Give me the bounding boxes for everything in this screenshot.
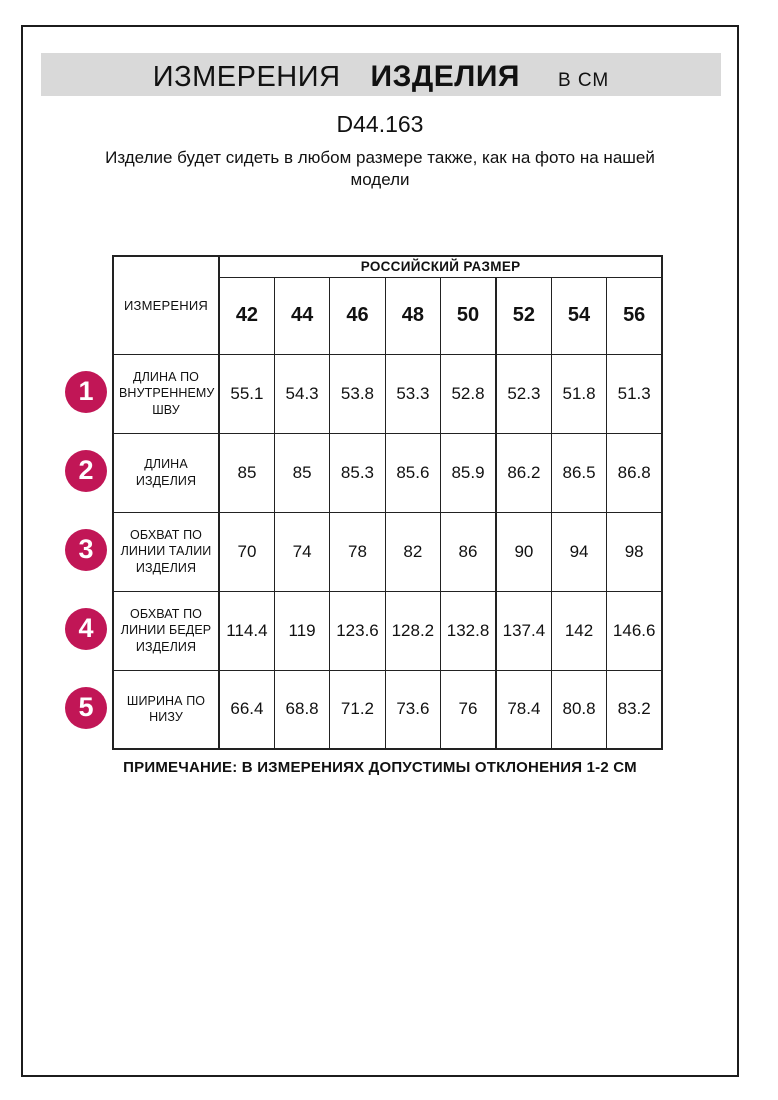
page-title-word1: ИЗМЕРЕНИЯ [152, 61, 341, 93]
page-title-unit: В СМ [557, 70, 610, 91]
measure-value: 51.8 [551, 354, 606, 433]
table-row [113, 433, 662, 512]
measure-value: 98 [607, 512, 662, 591]
size-col-header: 48 [385, 277, 440, 354]
measure-value: 86.5 [551, 433, 606, 512]
page-title-word2: ИЗДЕЛИЯ [370, 60, 520, 93]
measure-label: ДЛИНА ПО ВНУТРЕННЕМУ ШВУ [113, 354, 219, 433]
measure-value: 55.1 [219, 354, 274, 433]
measure-value: 83.2 [607, 670, 662, 749]
measure-value: 52.8 [441, 354, 496, 433]
table-row [113, 512, 662, 591]
row-number-badge: 3 [65, 529, 107, 571]
measure-value: 52.3 [496, 354, 551, 433]
title-bar [41, 53, 721, 96]
measure-value: 85.9 [441, 433, 496, 512]
row-number-badge: 5 [65, 687, 107, 729]
measure-value: 142 [551, 591, 606, 670]
measure-value: 53.3 [385, 354, 440, 433]
measure-value: 146.6 [607, 591, 662, 670]
measure-value: 90 [496, 512, 551, 591]
measure-value: 66.4 [219, 670, 274, 749]
size-col-header: 52 [496, 277, 551, 354]
measure-value: 78.4 [496, 670, 551, 749]
row-number-badge: 1 [65, 371, 107, 413]
size-group-header: РОССИЙСКИЙ РАЗМЕР [219, 256, 662, 277]
measure-value: 78 [330, 512, 385, 591]
size-col-header: 46 [330, 277, 385, 354]
footnote: ПРИМЕЧАНИЕ: В ИЗМЕРЕНИЯХ ДОПУСТИМЫ ОТКЛОНЕНИЯ 1-2 СМ [123, 759, 637, 776]
measure-value: 85.6 [385, 433, 440, 512]
measure-value: 74 [274, 512, 329, 591]
measure-value: 71.2 [330, 670, 385, 749]
measure-value: 82 [385, 512, 440, 591]
size-table [112, 255, 663, 750]
measure-value: 80.8 [551, 670, 606, 749]
measure-label: ШИРИНА ПО НИЗУ [113, 670, 219, 749]
size-col-header: 42 [219, 277, 274, 354]
measure-value: 86.8 [607, 433, 662, 512]
measure-value: 128.2 [385, 591, 440, 670]
measure-value: 51.3 [607, 354, 662, 433]
measure-value: 85.3 [330, 433, 385, 512]
measure-value: 70 [219, 512, 274, 591]
measure-value: 94 [551, 512, 606, 591]
measure-value: 114.4 [219, 591, 274, 670]
measure-label: ОБХВАТ ПО ЛИНИИ ТАЛИИ ИЗДЕЛИЯ [113, 512, 219, 591]
measure-column-header: ИЗМЕРЕНИЯ [113, 256, 219, 354]
size-col-header: 44 [274, 277, 329, 354]
measure-value: 123.6 [330, 591, 385, 670]
product-code: D44.163 [336, 111, 424, 137]
measure-value: 54.3 [274, 354, 329, 433]
measure-value: 85 [274, 433, 329, 512]
table-row [113, 354, 662, 433]
table-row [113, 591, 662, 670]
row-number-badge: 2 [65, 450, 107, 492]
measure-value: 73.6 [385, 670, 440, 749]
row-number-badge: 4 [65, 608, 107, 650]
page-border [21, 25, 739, 1077]
measure-value: 86.2 [496, 433, 551, 512]
table-row [113, 670, 662, 749]
measure-value: 132.8 [441, 591, 496, 670]
measure-value: 53.8 [330, 354, 385, 433]
measure-value: 68.8 [274, 670, 329, 749]
measure-value: 76 [441, 670, 496, 749]
size-col-header: 54 [551, 277, 606, 354]
measure-label: ДЛИНА ИЗДЕЛИЯ [113, 433, 219, 512]
subtitle: Изделие будет сидеть в любом размере также, как на фото на нашей модели [105, 148, 655, 190]
measure-label: ОБХВАТ ПО ЛИНИИ БЕДЕР ИЗДЕЛИЯ [113, 591, 219, 670]
measure-value: 86 [441, 512, 496, 591]
measure-value: 119 [274, 591, 329, 670]
measure-value: 137.4 [496, 591, 551, 670]
measure-value: 85 [219, 433, 274, 512]
size-col-header: 50 [441, 277, 496, 354]
size-col-header: 56 [607, 277, 662, 354]
